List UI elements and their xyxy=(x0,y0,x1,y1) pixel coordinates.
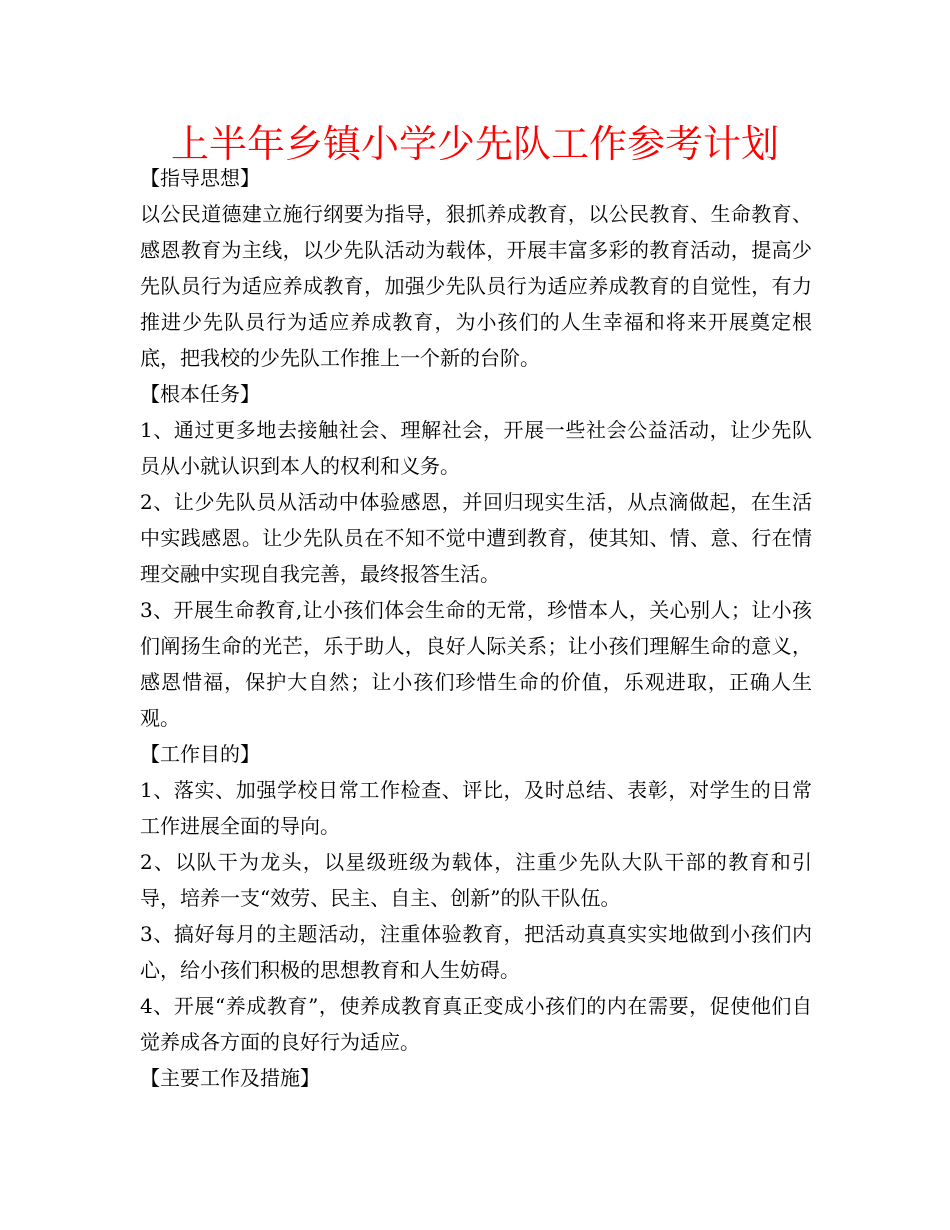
section-heading-guiding-ideology: 【指导思想】 xyxy=(140,166,260,190)
paragraph: 4、开展“养成教育”，使养成教育真正变成小孩们的内在需要，促使他们自觉养成各方面的良好行为适应。 xyxy=(140,994,812,1054)
paragraph: 3、搞好每月的主题活动，注重体验教育，把活动真真实实地做到小孩们内心，给小孩们积极的思想教育和人生妨碍。 xyxy=(140,922,812,982)
paragraph: 3、开展生命教育,让小孩们体会生命的无常，珍惜本人，关心别人；让小孩们阐扬生命的光芒，乐于助人，良好人际关系；让小孩们理解生命的意义，感恩惜福，保护大自然；让小孩们珍惜生命的价值，乐观进取，正确人生观。 xyxy=(140,598,812,730)
paragraph: 1、通过更多地去接触社会、理解社会，开展一些社会公益活动，让少先队员从小就认识到本人的权利和义务。 xyxy=(140,418,812,478)
paragraph: 2、以队干为龙头，以星级班级为载体，注重少先队大队干部的教育和引导，培养一支“效劳、民主、自主、创新”的队干队伍。 xyxy=(140,850,812,910)
section-heading-main-work-measures: 【主要工作及措施】 xyxy=(140,1066,320,1090)
paragraph: 以公民道德建立施行纲要为指导，狠抓养成教育，以公民教育、生命教育、感恩教育为主线，以少先队活动为载体，开展丰富多彩的教育活动，提高少先队员行为适应养成教育，加强少先队员行为适应养成教育的自觉性，有力推进少先队员行为适应养成教育，为小孩们的人生幸福和将来开展奠定根底，把我校的少先队工作推上一个新的台阶。 xyxy=(140,202,812,370)
document-body xyxy=(140,160,812,1096)
page-title: 上半年乡镇小学少先队工作参考计划 xyxy=(170,122,779,166)
paragraph: 2、让少先队员从活动中体验感恩，并回归现实生活，从点滴做起，在生活中实践感恩。让少先队员在不知不觉中遭到教育，使其知、情、意、行在情理交融中实现自我完善，最终报答生活。 xyxy=(140,490,812,586)
section-heading-work-goals: 【工作目的】 xyxy=(140,742,260,766)
paragraph: 1、落实、加强学校日常工作检查、评比，及时总结、表彰，对学生的日常工作进展全面的导向。 xyxy=(140,778,812,838)
section-heading-basic-tasks: 【根本任务】 xyxy=(140,382,260,406)
